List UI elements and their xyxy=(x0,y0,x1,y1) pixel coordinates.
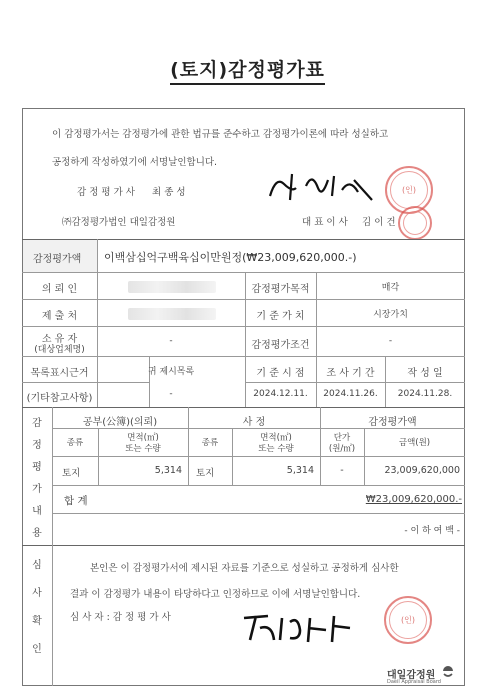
reviewer-signature xyxy=(238,606,360,646)
detail-side-label: 감 정 평 가 내 용 xyxy=(32,418,42,539)
submit-label: 제 출 처 xyxy=(41,311,78,322)
review-line1: 본인은 이 감정평가서에 제시된 자료를 기준으로 성실하고 공정하게 심사한 xyxy=(90,563,399,574)
basis-value: 시장가치 xyxy=(373,310,408,320)
review-side-label: 심 사 확 인 xyxy=(32,560,42,655)
value-label: 감정평가액 xyxy=(33,254,82,265)
row-amount: 23,009,620,000 xyxy=(384,465,460,476)
appraiser-signature xyxy=(262,166,387,210)
col-area2: 면적(㎡) xyxy=(260,433,292,443)
col-amount: 금액(원) xyxy=(398,438,431,448)
page-title: (토지)감정평가표 xyxy=(0,55,495,82)
condition-label: 감정평가조건 xyxy=(251,340,310,351)
submit-value-blurred xyxy=(128,308,216,320)
footer-logo-sub: Daeil Appraisal Board xyxy=(387,679,441,685)
ceo-label: 대 표 이 사 xyxy=(302,217,348,228)
row-type2: 토지 xyxy=(196,468,215,479)
appraiser-name: 최 종 성 xyxy=(152,187,186,198)
client-label: 의 뢰 인 xyxy=(41,284,78,295)
owner-sub-label: (대상업체명) xyxy=(34,345,85,355)
col-area-sub: 또는 수량 xyxy=(125,444,161,454)
col-type: 종류 xyxy=(66,438,84,448)
review-line2: 결과 이 감정평가 내용이 타당하다고 인정하므로 이에 서명날인합니다. xyxy=(70,589,361,600)
firm-seal-icon xyxy=(398,206,432,240)
list-basis-label: 목록표시근거 xyxy=(30,368,89,379)
footer-logo-text: 대일감정원 xyxy=(387,670,436,681)
client-value-blurred xyxy=(128,281,216,293)
reviewer-seal-icon: (인) xyxy=(384,596,432,644)
public-header: 공부(公簿)(의뢰) xyxy=(82,417,158,428)
row-area2: 5,314 xyxy=(286,465,314,476)
written-date-value: 2024.11.28. xyxy=(397,389,453,399)
written-label: 작 성 일 xyxy=(407,368,443,379)
base-date-value: 2024.12.11. xyxy=(253,389,308,399)
basis-label: 기 준 가 치 xyxy=(256,311,305,322)
appraisal-header: 감정평가액 xyxy=(368,417,417,428)
row-area: 5,314 xyxy=(154,465,182,476)
col-area: 면적(㎡) xyxy=(127,433,159,443)
survey-date-value: 2024.11.26. xyxy=(323,389,378,399)
row-unit: - xyxy=(340,465,344,476)
declaration-line1: 이 감정평가서는 감정평가에 관한 법규를 준수하고 감정평가이론에 따라 성실하고 xyxy=(52,129,389,140)
misc-value: - xyxy=(169,389,173,399)
owner-value: - xyxy=(169,336,173,346)
col-unit-sub: (원/㎡) xyxy=(328,444,356,454)
survey-label: 조 사 기 간 xyxy=(326,368,375,379)
declaration-line2: 공정하게 작성하였기에 서명날인합니다. xyxy=(52,157,218,168)
owner-label: 소 유 자 xyxy=(41,334,78,345)
value-amount: 이백삼십억구백육십이만원정(₩23,009,620,000.-) xyxy=(104,251,357,264)
list-basis-value: 귀 제시목록 xyxy=(147,367,195,377)
appraiser-label: 감 정 평 가 사 xyxy=(77,187,135,198)
firm-name: ㈜감정평가법인 대일감정원 xyxy=(62,217,176,228)
row-type: 토지 xyxy=(62,468,81,479)
reviewer-label: 심 사 자 : 감 정 평 가 사 xyxy=(70,612,171,623)
total-amount: ₩23,009,620,000.- xyxy=(365,494,462,505)
col-unit: 단가 xyxy=(333,433,351,443)
actual-header: 사 정 xyxy=(242,417,266,428)
condition-value: - xyxy=(388,336,393,346)
ceo-name: 김 이 건 xyxy=(362,217,396,228)
purpose-label: 감정평가목적 xyxy=(251,284,310,295)
purpose-value: 매각 xyxy=(381,283,400,293)
company-logo-icon xyxy=(440,663,456,679)
base-date-label: 기 준 시 점 xyxy=(256,368,305,379)
end-note: - 이 하 여 백 - xyxy=(404,526,460,536)
appraiser-seal-icon: (인) xyxy=(385,166,433,214)
col-area2-sub: 또는 수량 xyxy=(258,444,294,454)
misc-label: (기타참고사항) xyxy=(26,393,93,404)
col-type2: 종류 xyxy=(201,438,219,448)
total-label: 합 계 xyxy=(64,495,88,507)
